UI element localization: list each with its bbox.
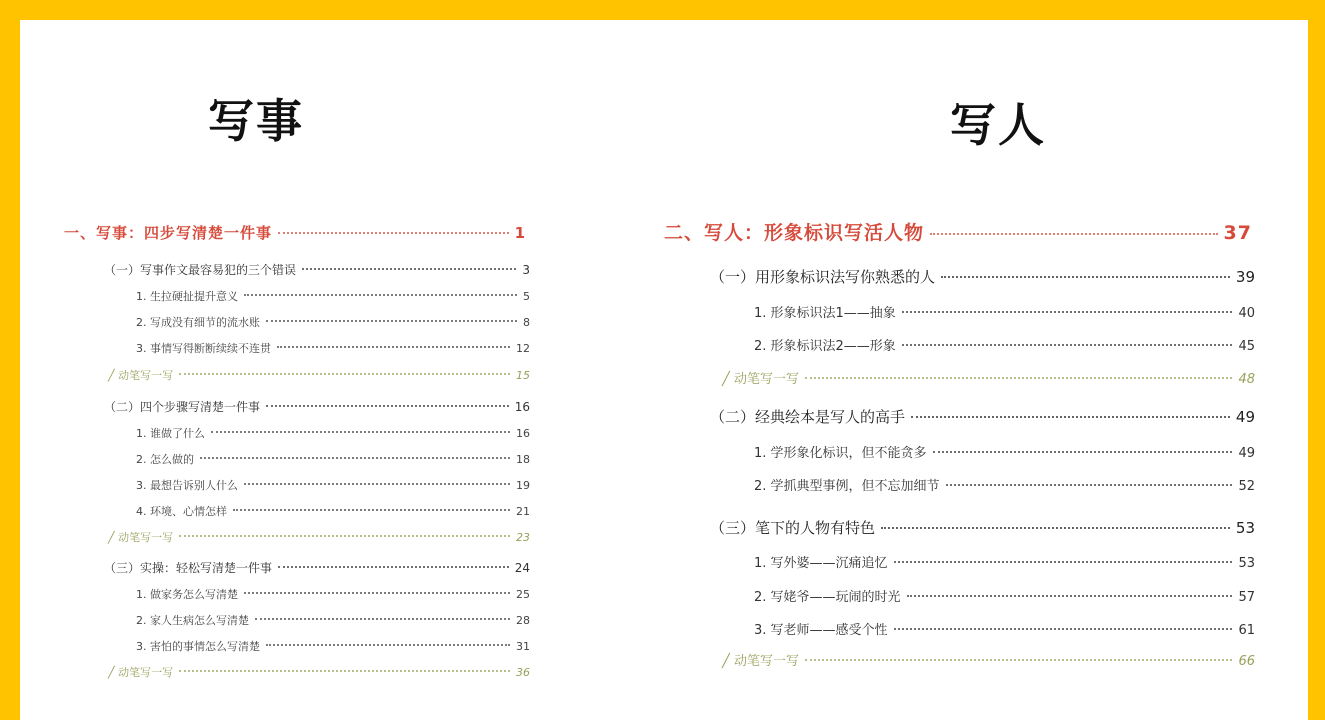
leader-dots xyxy=(233,509,510,511)
toc-page-number: 21 xyxy=(516,505,530,518)
toc-title: 1. 写外婆——沉痛追忆 xyxy=(754,556,888,571)
toc-page xyxy=(20,20,1308,720)
toc-title: （一）用形象标识法写你熟悉的人 xyxy=(710,268,936,286)
leader-dots xyxy=(902,344,1233,346)
leader-dots xyxy=(805,377,1232,379)
leader-dots xyxy=(244,483,510,485)
leader-dots xyxy=(200,457,510,459)
leader-dots xyxy=(933,451,1233,453)
toc-page-number: 45 xyxy=(1238,339,1255,354)
leader-dots xyxy=(881,527,1230,529)
toc-page-number: 3 xyxy=(522,263,530,277)
toc-item xyxy=(136,477,530,493)
toc-page-number: 1 xyxy=(514,224,526,242)
leader-dots xyxy=(902,311,1233,313)
leader-dots xyxy=(946,484,1233,486)
toc-page-number: 52 xyxy=(1238,479,1255,494)
toc-practice xyxy=(108,529,530,545)
toc-title: ╱ 动笔写一写 xyxy=(722,654,799,669)
leader-dots xyxy=(211,431,510,433)
toc-page-number: 16 xyxy=(516,427,530,440)
toc-title: 一、写事：四步写清楚一件事 xyxy=(64,224,273,242)
toc-title: 二、写人：形象标识写活人物 xyxy=(664,222,925,244)
toc-page-number: 12 xyxy=(516,342,530,355)
toc-item xyxy=(754,442,1255,461)
toc-title: ╱ 动笔写一写 xyxy=(108,666,174,679)
leader-dots xyxy=(266,320,517,322)
toc-title: 1. 做家务怎么写清楚 xyxy=(136,588,238,601)
toc-section xyxy=(710,517,1255,538)
toc-item xyxy=(754,552,1255,571)
toc-page-number: 16 xyxy=(514,400,530,414)
toc-page-number: 49 xyxy=(1235,408,1255,426)
leader-dots xyxy=(244,294,517,296)
toc-title: 1. 生拉硬扯提升意义 xyxy=(136,290,238,303)
toc-practice xyxy=(722,368,1255,387)
leader-dots xyxy=(244,592,510,594)
leader-dots xyxy=(266,644,510,646)
toc-page-number: 66 xyxy=(1238,654,1255,669)
toc-section xyxy=(104,261,530,278)
toc-item xyxy=(136,288,530,304)
toc-page-number: 18 xyxy=(516,453,530,466)
toc-title: （三）笔下的人物有特色 xyxy=(710,519,876,537)
toc-title: ╱ 动笔写一写 xyxy=(108,531,174,544)
leader-dots xyxy=(941,276,1230,278)
toc-item xyxy=(754,619,1255,638)
toc-item xyxy=(136,638,530,654)
toc-title: （三）实操：轻松写清楚一件事 xyxy=(104,561,273,575)
leader-dots xyxy=(894,628,1233,630)
toc-chapter xyxy=(64,222,526,243)
toc-page-number: 49 xyxy=(1238,446,1255,461)
toc-page-number: 8 xyxy=(523,316,530,329)
toc-page-number: 39 xyxy=(1235,268,1255,286)
toc-item xyxy=(754,302,1255,321)
leader-dots xyxy=(302,268,516,270)
toc-section xyxy=(104,398,530,415)
toc-page-number: 25 xyxy=(516,588,530,601)
toc-section xyxy=(104,559,530,576)
toc-page-number: 19 xyxy=(516,479,530,492)
toc-page-number: 15 xyxy=(516,369,530,382)
toc-practice xyxy=(108,664,530,680)
toc-title: 1. 学形象化标识，但不能贪多 xyxy=(754,446,927,461)
toc-section xyxy=(710,406,1255,427)
toc-page-number: 40 xyxy=(1238,306,1255,321)
toc-title: 1. 形象标识法1——抽象 xyxy=(754,306,896,321)
toc-title: 3. 写老师——感受个性 xyxy=(754,623,888,638)
leader-dots xyxy=(907,595,1233,597)
toc-item xyxy=(136,586,530,602)
leader-dots xyxy=(266,405,509,407)
toc-page-number: 37 xyxy=(1223,222,1252,244)
leader-dots xyxy=(179,670,510,672)
toc-page-number: 53 xyxy=(1238,556,1255,571)
toc-title: 3. 害怕的事情怎么写清楚 xyxy=(136,640,260,653)
toc-title: 3. 最想告诉别人什么 xyxy=(136,479,238,492)
toc-practice xyxy=(108,367,530,383)
toc-page-number: 53 xyxy=(1235,519,1255,537)
toc-title: （二）四个步骤写清楚一件事 xyxy=(104,400,261,414)
toc-title: 2. 怎么做的 xyxy=(136,453,194,466)
toc-page-number: 23 xyxy=(516,531,530,544)
leader-dots xyxy=(911,416,1230,418)
toc-item xyxy=(136,612,530,628)
toc-title: 3. 事情写得断断续续不连贯 xyxy=(136,342,271,355)
leader-dots xyxy=(278,566,509,568)
toc-item xyxy=(136,314,530,330)
toc-title: 2. 写姥爷——玩闹的时光 xyxy=(754,590,901,605)
toc-item xyxy=(136,425,530,441)
toc-page-number: 48 xyxy=(1238,372,1255,387)
toc-chapter xyxy=(664,218,1252,245)
toc-page-number: 57 xyxy=(1238,590,1255,605)
toc-page-number: 36 xyxy=(516,666,530,679)
toc-page-number: 24 xyxy=(514,561,530,575)
leader-dots xyxy=(179,373,510,375)
toc-item xyxy=(136,503,530,519)
toc-title: 2. 形象标识法2——形象 xyxy=(754,339,896,354)
toc-title: （二）经典绘本是写人的高手 xyxy=(710,408,906,426)
leader-dots xyxy=(277,346,510,348)
toc-title: 2. 学抓典型事例，但不忘加细节 xyxy=(754,479,940,494)
toc-item xyxy=(136,451,530,467)
section-heading: 写事 xyxy=(208,94,304,148)
toc-page-number: 31 xyxy=(516,640,530,653)
toc-practice xyxy=(722,650,1255,669)
toc-title: ╱ 动笔写一写 xyxy=(108,369,174,382)
leader-dots xyxy=(179,535,510,537)
toc-title: 4. 环境、心情怎样 xyxy=(136,505,227,518)
toc-item xyxy=(754,335,1255,354)
toc-page-number: 5 xyxy=(523,290,530,303)
toc-title: ╱ 动笔写一写 xyxy=(722,372,799,387)
toc-item xyxy=(754,586,1255,605)
toc-title: （一）写事作文最容易犯的三个错误 xyxy=(104,263,297,277)
leader-dots xyxy=(805,659,1232,661)
toc-page-number: 28 xyxy=(516,614,530,627)
toc-title: 2. 写成没有细节的流水账 xyxy=(136,316,260,329)
toc-item xyxy=(754,475,1255,494)
leader-dots xyxy=(278,232,509,234)
toc-item xyxy=(136,340,530,356)
toc-title: 1. 谁做了什么 xyxy=(136,427,205,440)
leader-dots xyxy=(894,561,1233,563)
section-heading: 写人 xyxy=(950,98,1046,152)
toc-section xyxy=(710,266,1255,287)
leader-dots xyxy=(255,618,510,620)
toc-title: 2. 家人生病怎么写清楚 xyxy=(136,614,249,627)
toc-page-number: 61 xyxy=(1238,623,1255,638)
leader-dots xyxy=(930,233,1218,235)
